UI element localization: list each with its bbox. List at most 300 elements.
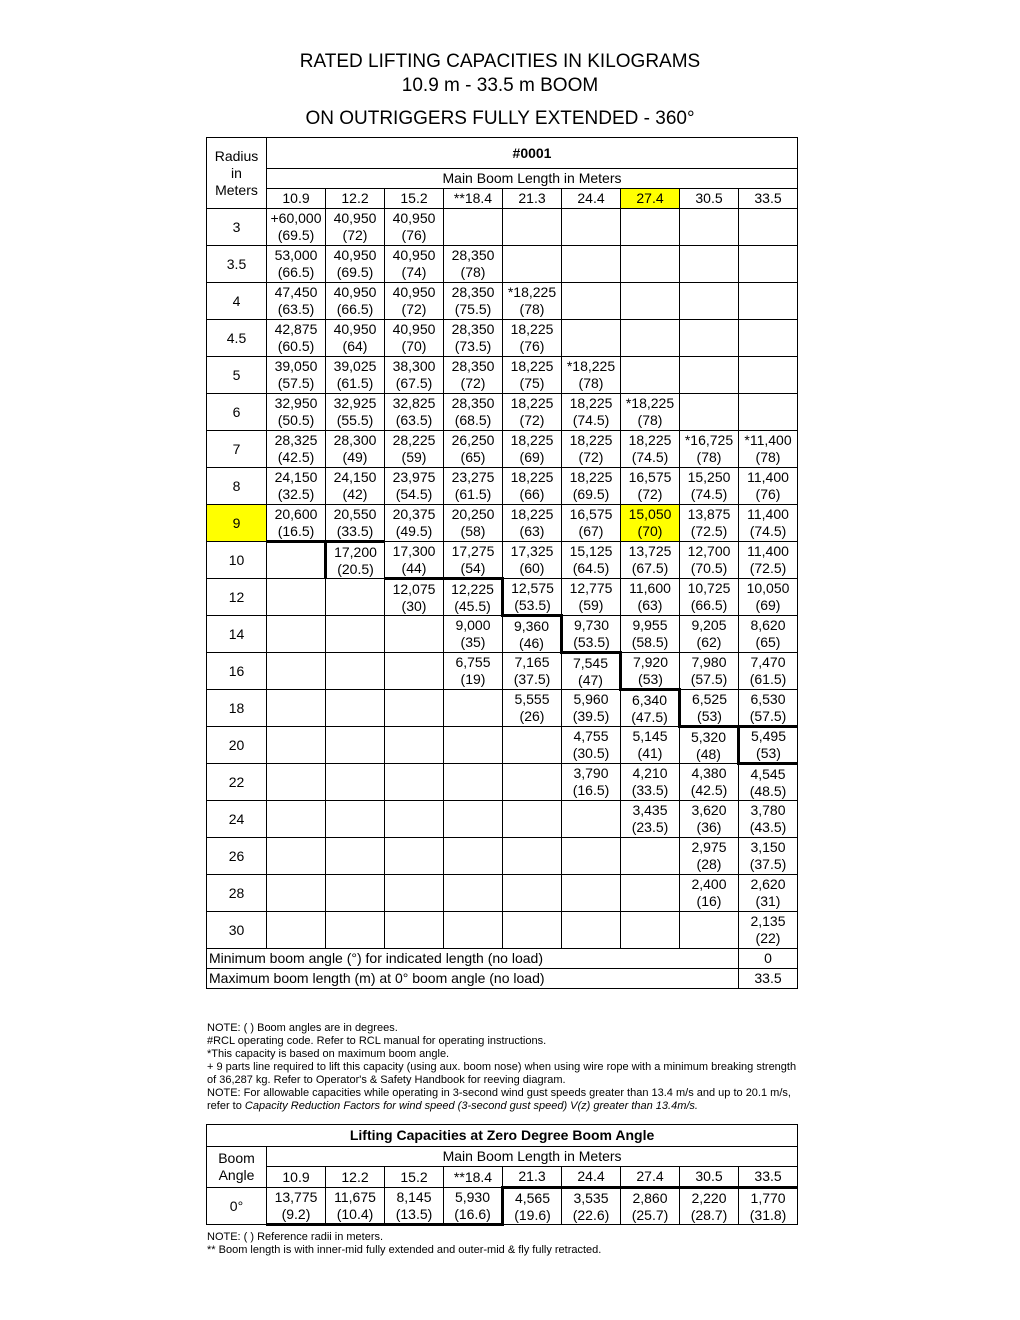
capacity-value: 7,470 <box>750 654 786 670</box>
capacity-value: 23,275 <box>451 469 495 485</box>
boom-angle-value: (75.5) <box>454 301 492 317</box>
radius-cell: 20 <box>207 727 267 764</box>
capacity-cell <box>503 801 562 838</box>
capacity-cell <box>680 283 739 320</box>
capacity-value: 16,575 <box>628 469 672 485</box>
zero-length-col-8: 33.5 <box>739 1167 798 1188</box>
note-wind-speed-reference: Capacity Reduction Factors for wind speed (3-second gust speed) V(z) greater than 13.4m/s. <box>244 1100 698 1112</box>
zero-length-col-1: 12.2 <box>326 1167 385 1188</box>
capacity-cell <box>503 505 562 542</box>
capacity-cell <box>444 616 503 653</box>
capacity-value: 18,225 <box>510 358 554 374</box>
note-boom-length-config: ** Boom length is with inner-mid fully extended and outer-mid & fly fully retracted. <box>207 1244 602 1256</box>
capacity-cell <box>680 357 739 394</box>
boom-angle-value: (74.5) <box>690 486 728 502</box>
zero-capacity-cell <box>444 1188 503 1225</box>
capacity-cell <box>562 283 621 320</box>
boom-angle-value: (42.5) <box>690 782 728 798</box>
reference-radius-value: (25.7) <box>631 1206 669 1223</box>
capacity-cell <box>621 246 680 283</box>
radius-cell: 22 <box>207 764 267 801</box>
capacity-cell <box>680 246 739 283</box>
capacity-row <box>207 727 798 764</box>
capacity-cell <box>562 912 621 949</box>
capacity-value: 12,700 <box>687 543 731 559</box>
capacity-cell <box>444 320 503 357</box>
zero-capacity-value: 3,535 <box>573 1189 609 1206</box>
capacity-value: 7,165 <box>514 654 550 670</box>
capacity-value: 11,400 <box>747 543 789 559</box>
capacity-cell <box>444 357 503 394</box>
capacity-value: 40,950 <box>333 321 377 337</box>
boom-angle-value: (44) <box>401 559 427 576</box>
zero-capacity-cell <box>267 1188 326 1225</box>
boom-angle-value: (67) <box>578 523 604 539</box>
radius-cell: 24 <box>207 801 267 838</box>
capacity-value: 18,225 <box>569 469 613 485</box>
capacity-cell <box>621 505 680 542</box>
zero-length-col-2: 15.2 <box>385 1167 444 1188</box>
capacity-cell <box>385 727 444 764</box>
capacity-cell <box>562 431 621 468</box>
capacity-value: 39,025 <box>333 358 377 374</box>
boom-angle-value: (63.5) <box>277 301 315 317</box>
capacity-value: 2,135 <box>750 913 786 929</box>
capacity-cell <box>680 505 739 542</box>
capacity-cell <box>326 912 385 949</box>
zero-angle-cell: 0° <box>207 1188 267 1225</box>
capacity-cell <box>739 468 798 505</box>
boom-angle-value: (28) <box>696 856 722 872</box>
capacity-cell <box>621 838 680 875</box>
capacity-cell <box>739 505 798 542</box>
zero-table-title: Lifting Capacities at Zero Degree Boom Angle <box>207 1125 798 1147</box>
capacity-cell <box>326 209 385 246</box>
capacity-cell <box>739 838 798 875</box>
zero-boom-length-row <box>207 1167 798 1188</box>
boom-angle-value: (78) <box>460 264 486 280</box>
capacity-cell <box>267 283 326 320</box>
zero-capacity-value: 5,930 <box>454 1188 491 1205</box>
max-length-row <box>207 969 798 989</box>
capacity-cell <box>680 690 739 727</box>
capacity-cell <box>444 468 503 505</box>
boom-angle-value: (70) <box>637 523 663 539</box>
capacity-cell <box>503 431 562 468</box>
zero-length-col-3: **18.4 <box>444 1167 503 1188</box>
capacity-value: 28,300 <box>333 432 377 448</box>
capacity-cell <box>444 801 503 838</box>
boom-angle-value: (63) <box>637 597 663 613</box>
capacity-cell <box>562 357 621 394</box>
capacity-cell <box>621 801 680 838</box>
boom-angle-value: (48) <box>696 745 721 762</box>
capacity-cell <box>267 912 326 949</box>
capacity-cell <box>562 505 621 542</box>
capacity-value: 18,225 <box>628 432 672 448</box>
zero-values-row <box>207 1188 798 1225</box>
capacity-value: 17,275 <box>451 542 495 559</box>
capacity-cell <box>385 209 444 246</box>
radius-header-line-1: Radius <box>214 148 259 164</box>
capacity-cell <box>326 431 385 468</box>
boom-angle-value: (53) <box>697 707 722 724</box>
boom-angle-value: (47) <box>578 671 603 688</box>
capacity-cell <box>503 764 562 801</box>
capacity-cell <box>562 320 621 357</box>
boom-angle-value: (78) <box>696 449 722 465</box>
capacity-value: 9,000 <box>455 617 491 633</box>
capacity-cell <box>326 283 385 320</box>
boom-length-col-3: **18.4 <box>444 189 503 209</box>
capacity-cell <box>326 542 385 579</box>
radius-cell: 16 <box>207 653 267 690</box>
boom-angle-value: (69.5) <box>277 227 315 243</box>
boom-angle-value: (20.5) <box>337 560 374 577</box>
capacity-cell <box>503 690 562 727</box>
reference-radius-value: (16.6) <box>454 1205 491 1222</box>
radius-cell: 6 <box>207 394 267 431</box>
boom-angle-value: (66.5) <box>336 301 374 317</box>
notes-block <box>207 1022 807 1113</box>
zero-angle-table <box>206 1124 798 1226</box>
boom-angle-value: (63.5) <box>395 412 433 428</box>
capacity-cell <box>680 394 739 431</box>
capacity-value: 18,225 <box>510 506 554 522</box>
capacity-cell <box>503 579 562 616</box>
boom-angle-value: (50.5) <box>277 412 315 428</box>
boom-length-col-1: 12.2 <box>326 189 385 209</box>
capacity-value: 18,225 <box>510 432 554 448</box>
boom-angle-value: (57.5) <box>277 375 315 391</box>
capacity-value: 6,755 <box>455 654 491 670</box>
radius-cell: 26 <box>207 838 267 875</box>
capacity-value: 18,225 <box>510 321 554 337</box>
capacity-cell <box>621 653 680 690</box>
capacity-cell <box>385 653 444 690</box>
boom-length-header: Main Boom Length in Meters <box>267 169 798 189</box>
boom-angle-value: (42.5) <box>277 449 315 465</box>
zero-length-col-4: 21.3 <box>503 1167 562 1188</box>
capacity-value: 28,350 <box>451 284 495 300</box>
capacity-cell <box>562 394 621 431</box>
capacity-cell <box>562 838 621 875</box>
boom-angle-value: (49.5) <box>395 523 433 539</box>
boom-angle-value: (70.5) <box>690 560 728 576</box>
boom-angle-value: (66.5) <box>277 264 315 280</box>
boom-angle-value: (72) <box>519 412 545 428</box>
boom-angle-value: (19) <box>460 671 486 687</box>
capacity-cell <box>444 283 503 320</box>
capacity-cell <box>385 394 444 431</box>
bottom-notes <box>207 1231 807 1257</box>
boom-angle-value: (53.5) <box>573 633 610 650</box>
reference-radius-value: (9.2) <box>281 1205 311 1222</box>
capacity-cell <box>503 246 562 283</box>
zero-capacity-value: 8,145 <box>396 1188 432 1205</box>
capacity-value: 17,300 <box>392 542 436 559</box>
note-rcl-code: #RCL operating code. Refer to RCL manual for operating instructions. <box>207 1035 547 1047</box>
capacity-cell <box>739 246 798 283</box>
boom-angle-value: (35) <box>460 634 486 650</box>
capacity-cell <box>385 283 444 320</box>
capacity-row <box>207 801 798 838</box>
zero-capacity-value: 2,220 <box>691 1189 727 1206</box>
title-line-1: RATED LIFTING CAPACITIES IN KILOGRAMS <box>299 51 701 72</box>
capacity-cell <box>680 431 739 468</box>
capacity-value: 20,600 <box>274 505 318 522</box>
capacity-row <box>207 616 798 653</box>
capacity-value: 24,150 <box>333 469 377 485</box>
boom-length-col-8: 33.5 <box>739 189 798 209</box>
capacity-row <box>207 912 798 949</box>
capacity-cell <box>503 357 562 394</box>
capacity-row <box>207 579 798 616</box>
capacity-cell <box>503 283 562 320</box>
capacity-cell <box>503 616 562 653</box>
capacity-value: 5,960 <box>573 691 609 707</box>
capacity-cell <box>503 394 562 431</box>
capacity-cell <box>680 653 739 690</box>
boom-angle-value: (74.5) <box>631 449 669 465</box>
min-angle-label: Minimum boom angle (°) for indicated length (no load) <box>207 949 739 969</box>
boom-angle-value: (78) <box>578 375 604 391</box>
boom-angle-value: (54.5) <box>395 486 433 502</box>
boom-angle-value: (32.5) <box>277 486 315 502</box>
capacity-value: *18,225 <box>566 358 616 374</box>
zero-length-col-0: 10.9 <box>267 1167 326 1188</box>
capacity-cell <box>444 431 503 468</box>
capacity-cell <box>503 468 562 505</box>
radius-header-line-2: in <box>231 165 242 181</box>
boom-angle-value: (33.5) <box>336 522 374 539</box>
capacity-cell <box>326 579 385 616</box>
capacity-row <box>207 468 798 505</box>
boom-angle-value: (62) <box>696 634 722 650</box>
radius-cell: 4.5 <box>207 320 267 357</box>
capacity-cell <box>739 320 798 357</box>
capacity-cell <box>326 690 385 727</box>
max-length-value: 33.5 <box>739 969 798 989</box>
capacity-cell <box>385 320 444 357</box>
note-max-angle: *This capacity is based on maximum boom angle. <box>207 1048 450 1060</box>
boom-angle-value: (61.5) <box>749 671 787 687</box>
reference-radius-value: (19.6) <box>514 1206 551 1223</box>
boom-angle-value: (72.5) <box>749 560 787 576</box>
capacity-row <box>207 690 798 727</box>
capacity-cell <box>385 431 444 468</box>
boom-length-col-0: 10.9 <box>267 189 326 209</box>
boom-angle-value: (46) <box>519 634 544 651</box>
boom-angle-value: (37.5) <box>513 671 551 687</box>
capacity-cell <box>503 875 562 912</box>
capacity-value: 11,400 <box>747 469 789 485</box>
capacity-cell <box>562 764 621 801</box>
capacity-value: 12,775 <box>569 580 613 596</box>
capacity-cell <box>444 912 503 949</box>
capacity-cell <box>739 542 798 579</box>
capacity-cell <box>739 579 798 616</box>
capacity-cell <box>267 394 326 431</box>
capacity-value: 28,350 <box>451 321 495 337</box>
capacity-cell <box>267 431 326 468</box>
capacity-value: *16,725 <box>684 432 734 448</box>
capacity-cell <box>621 727 680 764</box>
boom-angle-value: (53) <box>638 670 663 687</box>
note-wind-speed <box>207 1087 807 1113</box>
capacity-cell <box>444 838 503 875</box>
boom-angle-value: (61.5) <box>454 486 492 502</box>
capacity-cell <box>739 801 798 838</box>
boom-angle-value: (16.5) <box>572 782 610 798</box>
zero-length-col-5: 24.4 <box>562 1167 621 1188</box>
capacity-value: 9,360 <box>513 617 550 634</box>
capacity-cell <box>503 542 562 579</box>
capacity-value: 5,495 <box>750 728 787 744</box>
capacity-cell <box>562 542 621 579</box>
boom-angle-value: (76) <box>519 338 545 354</box>
capacity-value: 2,975 <box>691 839 727 855</box>
boom-angle-value: (57.5) <box>690 671 728 687</box>
capacity-cell <box>562 209 621 246</box>
capacity-cell <box>680 209 739 246</box>
capacity-value: 32,950 <box>274 395 318 411</box>
capacity-value: 16,575 <box>569 506 613 522</box>
capacity-cell <box>739 912 798 949</box>
capacity-cell <box>680 320 739 357</box>
capacity-cell <box>267 875 326 912</box>
boom-angle-value: (60.5) <box>277 338 315 354</box>
capacity-cell <box>444 209 503 246</box>
boom-length-col-5: 24.4 <box>562 189 621 209</box>
capacity-value: 10,050 <box>746 580 790 596</box>
capacity-cell <box>326 727 385 764</box>
zero-capacity-cell <box>326 1188 385 1225</box>
capacity-value: 38,300 <box>392 358 436 374</box>
capacity-value: 28,325 <box>274 432 318 448</box>
capacity-cell <box>562 579 621 616</box>
capacity-value: 15,050 <box>628 506 672 522</box>
capacity-value: 3,435 <box>632 802 668 818</box>
capacity-cell <box>326 616 385 653</box>
capacity-value: 40,950 <box>333 247 377 263</box>
boom-angle-value: (26) <box>519 708 545 724</box>
zero-boom-length-header: Main Boom Length in Meters <box>267 1147 798 1167</box>
capacity-cell <box>444 542 503 579</box>
capacity-value: 12,225 <box>451 580 494 597</box>
capacity-value: 6,530 <box>750 690 786 707</box>
boom-angle-header <box>207 1147 267 1188</box>
capacity-cell <box>385 505 444 542</box>
capacity-value: *11,400 <box>744 432 792 448</box>
boom-angle-value: (72.5) <box>690 523 728 539</box>
capacity-cell <box>444 505 503 542</box>
capacity-cell <box>621 209 680 246</box>
capacity-cell <box>503 320 562 357</box>
boom-angle-value: (72) <box>401 301 427 317</box>
zero-capacity-value: 4,565 <box>514 1189 551 1206</box>
capacity-value: 24,150 <box>274 469 318 485</box>
boom-angle-value: (72) <box>578 449 604 465</box>
capacity-cell <box>267 320 326 357</box>
capacity-row <box>207 431 798 468</box>
radius-cell: 5 <box>207 357 267 394</box>
capacity-value: 40,950 <box>392 321 436 337</box>
zero-length-col-7: 30.5 <box>680 1167 739 1188</box>
capacity-value: 42,875 <box>274 321 318 337</box>
capacity-value: 17,325 <box>510 543 554 559</box>
boom-angle-value: (69.5) <box>336 264 374 280</box>
capacity-row <box>207 764 798 801</box>
capacity-cell <box>385 912 444 949</box>
boom-angle-value: (16.5) <box>277 522 315 539</box>
capacity-value: 9,730 <box>573 616 610 633</box>
reference-radius-value: (22.6) <box>572 1206 610 1223</box>
boom-angle-value: (58.5) <box>631 634 669 650</box>
radius-cell: 14 <box>207 616 267 653</box>
boom-angle-value: (30.5) <box>572 745 610 761</box>
boom-angle-value: (33.5) <box>631 782 669 798</box>
capacity-cell <box>503 912 562 949</box>
capacity-cell <box>326 875 385 912</box>
capacity-cell <box>562 875 621 912</box>
boom-angle-value: (30) <box>401 597 427 614</box>
boom-angle-value: (61.5) <box>336 375 374 391</box>
boom-angle-value: (57.5) <box>749 707 787 724</box>
capacity-cell <box>444 653 503 690</box>
boom-angle-value: (31) <box>755 893 781 909</box>
capacity-value: 18,225 <box>510 469 554 485</box>
capacity-cell <box>267 246 326 283</box>
capacity-cell <box>562 468 621 505</box>
capacity-row <box>207 394 798 431</box>
capacity-value: 4,380 <box>691 765 727 781</box>
reference-radius-value: (31.8) <box>749 1206 787 1223</box>
boom-angle-value: (70) <box>401 338 427 354</box>
capacity-cell <box>385 875 444 912</box>
boom-angle-value: (16) <box>696 893 722 909</box>
capacity-value: 20,375 <box>392 506 436 522</box>
min-angle-value: 0 <box>739 949 798 969</box>
capacity-cell <box>385 579 444 616</box>
boom-angle-value: (75) <box>519 375 545 391</box>
note-wind-speed-text: NOTE: For allowable capacities while operating in 3-second wind gust speeds greater than 13.4 m/s and up to 20.1 m/s, refer to <box>207 1087 791 1112</box>
capacity-value: 10,725 <box>687 580 731 596</box>
capacity-cell <box>562 727 621 764</box>
capacity-value: 28,350 <box>451 247 495 263</box>
capacity-cell <box>503 727 562 764</box>
capacity-value: 18,225 <box>569 395 613 411</box>
capacity-value: 5,320 <box>690 728 727 745</box>
capacity-cell <box>680 727 739 764</box>
capacity-cell <box>267 838 326 875</box>
capacity-cell <box>267 653 326 690</box>
zero-length-col-6: 27.4 <box>621 1167 680 1188</box>
capacity-cell <box>621 283 680 320</box>
boom-angle-value: (42) <box>342 486 368 502</box>
capacity-cell <box>680 912 739 949</box>
capacity-cell <box>267 764 326 801</box>
note-boom-angles: NOTE: ( ) Boom angles are in degrees. <box>207 1022 398 1034</box>
capacity-value: *18,225 <box>507 284 557 300</box>
capacity-cell <box>680 579 739 616</box>
capacity-cell <box>326 764 385 801</box>
capacity-cell <box>739 764 798 801</box>
capacity-cell <box>444 394 503 431</box>
radius-cell: 8 <box>207 468 267 505</box>
rcl-code: #0001 <box>267 138 798 169</box>
capacity-cell <box>267 801 326 838</box>
